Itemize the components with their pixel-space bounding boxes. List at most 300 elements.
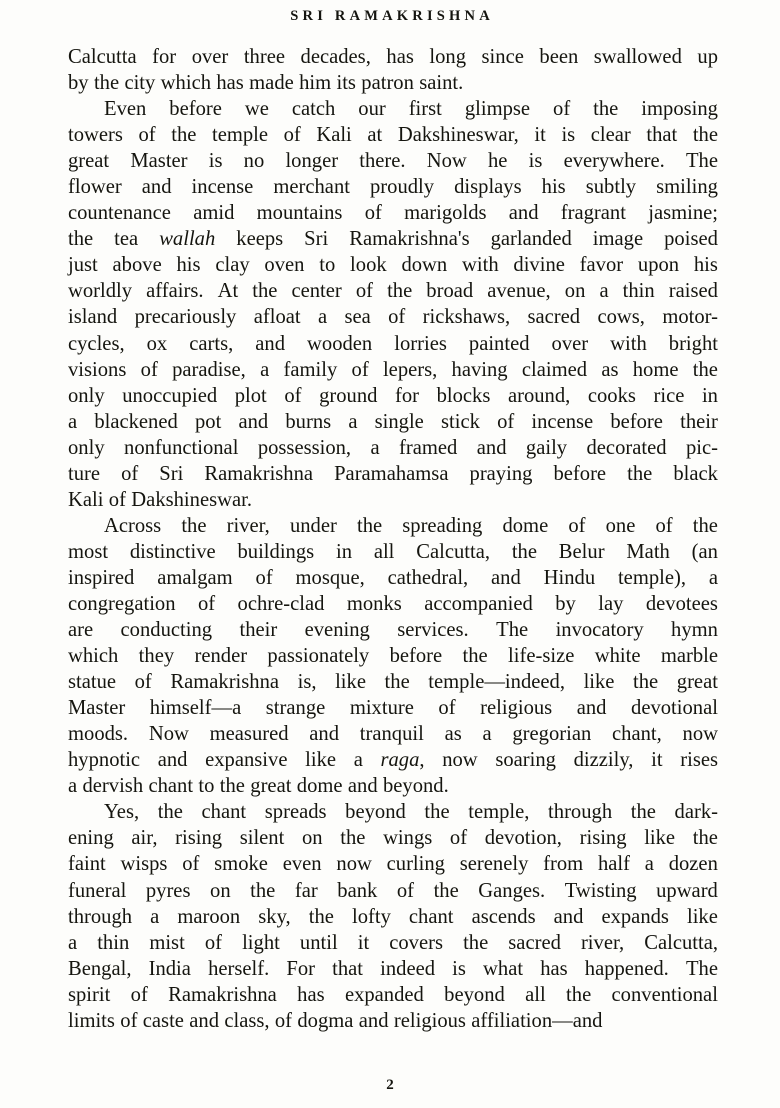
word: indeed bbox=[380, 957, 436, 980]
word: beyond bbox=[345, 801, 406, 824]
word: the bbox=[308, 905, 334, 928]
word: of bbox=[138, 124, 156, 147]
word: the bbox=[340, 827, 366, 850]
word: keeps bbox=[236, 228, 284, 251]
word: three bbox=[243, 46, 285, 68]
word: gregorian bbox=[512, 723, 592, 746]
word: Dakshineswar, bbox=[397, 124, 519, 147]
word: tea bbox=[114, 228, 139, 251]
word: burns bbox=[285, 410, 332, 433]
word: and bbox=[255, 332, 286, 355]
word: The bbox=[496, 619, 529, 642]
word: air, bbox=[131, 827, 158, 850]
text-line bbox=[68, 304, 718, 330]
word: wooden bbox=[307, 332, 373, 355]
word: Kali bbox=[316, 124, 352, 147]
word: light bbox=[242, 931, 280, 954]
word: of bbox=[438, 697, 456, 720]
text-line bbox=[68, 799, 718, 825]
body-text-block bbox=[68, 44, 718, 1034]
word: before bbox=[610, 410, 663, 433]
word: the bbox=[633, 671, 659, 694]
word: a bbox=[599, 280, 609, 303]
word: of bbox=[497, 410, 515, 433]
word: covers bbox=[389, 931, 443, 954]
word: the bbox=[463, 931, 489, 954]
word: a bbox=[68, 931, 78, 954]
word: has bbox=[386, 46, 414, 68]
word: look bbox=[350, 254, 387, 277]
word: black bbox=[673, 462, 718, 485]
word: devotees bbox=[645, 592, 718, 615]
word: nonfunctional bbox=[124, 436, 239, 459]
word: gaily bbox=[525, 436, 568, 459]
word: there. bbox=[359, 150, 406, 173]
word: to bbox=[319, 254, 336, 277]
word: of bbox=[568, 514, 586, 537]
word: lofty bbox=[351, 905, 391, 928]
word: the bbox=[511, 540, 537, 563]
word: strange bbox=[265, 697, 326, 720]
text-line: limits of caste and class, of dogma and religious affiliation—and bbox=[68, 1009, 603, 1032]
word: curling bbox=[386, 853, 445, 876]
word: incense bbox=[531, 410, 594, 433]
word: wisps bbox=[120, 853, 168, 876]
word: flower bbox=[68, 176, 122, 199]
word: mist bbox=[149, 931, 185, 954]
text-line bbox=[68, 956, 718, 982]
paragraph bbox=[68, 513, 718, 800]
word: and bbox=[238, 410, 269, 433]
word: his bbox=[693, 254, 718, 277]
word: a bbox=[317, 306, 328, 329]
word: moods. bbox=[68, 723, 129, 746]
word: dozen bbox=[668, 853, 718, 876]
word: since bbox=[481, 46, 524, 68]
word: decades, bbox=[300, 46, 371, 68]
word: on bbox=[564, 280, 586, 303]
word: ture bbox=[68, 462, 101, 485]
word: the bbox=[171, 124, 197, 147]
word: is bbox=[452, 957, 466, 980]
word: Even bbox=[104, 98, 147, 121]
word: all bbox=[373, 540, 395, 563]
word: upon bbox=[637, 254, 680, 277]
word: from bbox=[543, 853, 584, 876]
word: of bbox=[284, 384, 302, 407]
word: passionately bbox=[267, 645, 370, 668]
word: chant bbox=[201, 801, 247, 824]
word: a bbox=[708, 566, 718, 589]
word: expands bbox=[601, 905, 669, 928]
text-line bbox=[68, 851, 718, 877]
word: all bbox=[525, 983, 546, 1006]
word: the bbox=[433, 879, 459, 902]
word: maroon bbox=[177, 905, 241, 928]
word: mixture bbox=[349, 697, 414, 720]
word: for bbox=[152, 46, 177, 68]
word: is bbox=[528, 150, 543, 173]
word: it bbox=[357, 931, 370, 954]
word: ening bbox=[68, 827, 114, 850]
word: painted bbox=[468, 332, 530, 355]
word: rising bbox=[579, 827, 627, 850]
word: render bbox=[194, 645, 248, 668]
word: in bbox=[701, 384, 718, 407]
word: pyres bbox=[145, 879, 191, 902]
text-line bbox=[68, 200, 718, 226]
word: herself. bbox=[208, 957, 270, 980]
text-line bbox=[68, 174, 718, 200]
word: precariously bbox=[134, 306, 237, 329]
word: divine bbox=[513, 254, 565, 277]
word: even bbox=[282, 853, 322, 876]
word: towers bbox=[68, 124, 123, 147]
word: decorated bbox=[586, 436, 667, 459]
word: carts, bbox=[189, 332, 234, 355]
word: blackened bbox=[94, 410, 178, 433]
word: rice bbox=[653, 384, 685, 407]
word: single bbox=[374, 410, 424, 433]
word: devotion, bbox=[484, 827, 562, 850]
word: broad bbox=[426, 280, 474, 303]
word: like bbox=[644, 827, 676, 850]
word: family bbox=[283, 358, 338, 381]
word: of bbox=[351, 358, 369, 381]
word: dark- bbox=[674, 801, 718, 824]
word: now bbox=[682, 723, 718, 746]
word: bright bbox=[668, 332, 718, 355]
word: garlanded bbox=[490, 228, 572, 251]
word: Ramakrishna bbox=[168, 983, 277, 1006]
word: as bbox=[601, 358, 619, 381]
word: now bbox=[442, 749, 478, 772]
word: and bbox=[576, 697, 607, 720]
word: he bbox=[488, 150, 508, 173]
word: up bbox=[697, 46, 718, 68]
word: white bbox=[594, 645, 641, 668]
word: worldly bbox=[68, 280, 133, 303]
word: cathedral, bbox=[387, 566, 469, 589]
word: incense bbox=[191, 176, 254, 199]
word: over bbox=[551, 332, 589, 355]
word: the bbox=[692, 124, 718, 147]
word: invocatory bbox=[555, 619, 644, 642]
word: rising bbox=[175, 827, 223, 850]
page-number: 2 bbox=[386, 1077, 394, 1093]
running-head: SRI RAMAKRISHNA bbox=[290, 8, 494, 24]
word: through bbox=[548, 801, 613, 824]
word: poised bbox=[664, 228, 718, 251]
word: the bbox=[630, 801, 656, 824]
word: cows, bbox=[597, 306, 645, 329]
word: lepers, bbox=[382, 358, 438, 381]
word: that bbox=[646, 124, 678, 147]
word: wings bbox=[383, 827, 433, 850]
word: of bbox=[130, 983, 148, 1006]
word: that bbox=[332, 957, 363, 980]
word: first bbox=[408, 98, 442, 121]
text-line bbox=[68, 409, 718, 435]
word: before bbox=[389, 645, 443, 668]
word: Yes, bbox=[104, 801, 140, 824]
word: unoccupied bbox=[122, 384, 218, 407]
word: evening bbox=[304, 619, 370, 642]
word: buildings bbox=[237, 540, 315, 563]
word: oven bbox=[264, 254, 305, 277]
text-line bbox=[68, 435, 718, 461]
word: proudly bbox=[370, 176, 435, 199]
word: blocks bbox=[436, 384, 491, 407]
word: silent bbox=[239, 827, 285, 850]
word: and bbox=[309, 723, 340, 746]
text-line bbox=[68, 357, 718, 383]
word: of bbox=[140, 358, 158, 381]
word: thin bbox=[622, 280, 655, 303]
word: great bbox=[68, 150, 110, 173]
text-line bbox=[68, 226, 718, 252]
word: of bbox=[283, 124, 301, 147]
word: the bbox=[356, 514, 383, 537]
text-line bbox=[68, 904, 718, 930]
word: temple, bbox=[468, 801, 530, 824]
word: and bbox=[491, 566, 521, 589]
word: imposing bbox=[641, 98, 718, 121]
word: faint bbox=[68, 853, 106, 876]
word: like bbox=[335, 671, 366, 694]
word: of bbox=[655, 514, 673, 537]
paragraph bbox=[68, 799, 718, 1033]
word: the bbox=[692, 358, 718, 381]
word: Sri bbox=[304, 228, 329, 251]
word: conventional bbox=[611, 983, 718, 1006]
text-line: by the city which has made him its patron saint. bbox=[68, 72, 464, 95]
word: a bbox=[482, 723, 492, 746]
word: of bbox=[204, 931, 223, 954]
text-line: Kali of Dakshineswar. bbox=[68, 488, 252, 511]
word: in bbox=[335, 540, 352, 563]
word: plot bbox=[234, 384, 267, 407]
text-line bbox=[68, 930, 718, 956]
word: they bbox=[138, 645, 175, 668]
word: the bbox=[252, 280, 278, 303]
word: ascends bbox=[471, 905, 536, 928]
word: glimpse bbox=[464, 98, 531, 121]
word: under bbox=[289, 514, 337, 537]
text-line bbox=[68, 591, 718, 617]
word: and bbox=[553, 905, 584, 928]
word: spreading bbox=[402, 514, 483, 537]
word: of bbox=[255, 566, 273, 589]
word: framed bbox=[399, 436, 458, 459]
word: of bbox=[449, 827, 468, 850]
word: visions bbox=[68, 358, 127, 381]
word: thin bbox=[97, 931, 130, 954]
word: Calcutta, bbox=[416, 540, 490, 563]
word: Now bbox=[148, 723, 189, 746]
text-line bbox=[68, 539, 718, 565]
word: dizzily, bbox=[573, 749, 634, 772]
word: temple—indeed, bbox=[428, 671, 565, 694]
word: of bbox=[388, 306, 406, 329]
word: great bbox=[676, 671, 718, 694]
word: catch bbox=[291, 98, 336, 121]
word: Sri bbox=[159, 462, 184, 485]
word: around, bbox=[507, 384, 571, 407]
word: his bbox=[176, 254, 201, 277]
word: the bbox=[181, 514, 207, 537]
word: For bbox=[286, 957, 315, 980]
word: smoke bbox=[214, 853, 268, 876]
word: of bbox=[182, 853, 200, 876]
word: his bbox=[541, 176, 566, 199]
word: inspired bbox=[68, 566, 135, 589]
word: possession, bbox=[257, 436, 352, 459]
word: the bbox=[387, 280, 413, 303]
text-line bbox=[68, 565, 718, 591]
word: having bbox=[451, 358, 508, 381]
word: Ganges. bbox=[478, 879, 546, 902]
word: chant, bbox=[612, 723, 662, 746]
word: the bbox=[424, 801, 450, 824]
word: only bbox=[68, 384, 105, 407]
text-line: a dervish chant to the great dome and beyond. bbox=[68, 775, 449, 798]
word: services. bbox=[397, 619, 469, 642]
word: a bbox=[68, 410, 78, 433]
word: serenely bbox=[459, 853, 529, 876]
word: amid bbox=[193, 202, 235, 225]
word: through bbox=[68, 905, 133, 928]
word: it bbox=[651, 749, 663, 772]
word: with bbox=[610, 332, 647, 355]
word: a bbox=[644, 853, 654, 876]
word: the bbox=[593, 98, 619, 121]
word: a bbox=[260, 358, 270, 381]
word: ground bbox=[319, 384, 378, 407]
word: we bbox=[244, 98, 269, 121]
word: Paramahamsa bbox=[334, 462, 449, 485]
word: expanded bbox=[344, 983, 424, 1006]
word: The bbox=[685, 957, 718, 980]
word: At bbox=[217, 280, 239, 303]
word: a bbox=[150, 905, 160, 928]
text-line bbox=[68, 721, 718, 747]
word: like bbox=[583, 671, 615, 694]
word: marigolds bbox=[404, 202, 487, 225]
word: beyond bbox=[444, 983, 505, 1006]
word: and bbox=[141, 176, 172, 199]
word: sky, bbox=[258, 905, 291, 928]
word: and bbox=[476, 436, 507, 459]
word: praying bbox=[469, 462, 533, 485]
word: a bbox=[370, 436, 380, 459]
word: mosque, bbox=[295, 566, 365, 589]
word: countenance bbox=[68, 202, 171, 225]
word: Calcutta bbox=[68, 46, 137, 68]
word: down bbox=[401, 254, 448, 277]
word: no bbox=[243, 150, 265, 173]
word: river, bbox=[580, 931, 625, 954]
word: temple), bbox=[617, 566, 686, 589]
word: statue bbox=[68, 671, 117, 694]
word: far bbox=[294, 879, 318, 902]
text-line bbox=[68, 878, 718, 904]
word: subtly bbox=[585, 176, 637, 199]
word: chant bbox=[408, 905, 454, 928]
word: is bbox=[561, 124, 576, 147]
word: is bbox=[208, 150, 223, 173]
word: upward bbox=[656, 879, 718, 902]
word: before bbox=[169, 98, 222, 121]
word: our bbox=[358, 98, 386, 121]
word: fragrant bbox=[560, 202, 626, 225]
word: which bbox=[68, 645, 119, 668]
word: clay bbox=[215, 254, 250, 277]
word: on bbox=[210, 879, 231, 902]
word: Now bbox=[426, 150, 467, 173]
word: only bbox=[68, 436, 105, 459]
word: one bbox=[605, 514, 636, 537]
word: above bbox=[112, 254, 162, 277]
word: monks bbox=[346, 592, 402, 615]
word: hymn bbox=[671, 619, 718, 642]
word: Master bbox=[130, 150, 188, 173]
word: their bbox=[680, 410, 718, 433]
word: avenue, bbox=[487, 280, 551, 303]
word: bank bbox=[337, 879, 378, 902]
word: Master bbox=[68, 697, 126, 720]
text-line bbox=[68, 513, 718, 539]
text-line bbox=[68, 825, 718, 851]
word: accompanied bbox=[424, 592, 533, 615]
text-line bbox=[68, 252, 718, 278]
word: swallowed bbox=[593, 46, 682, 68]
word: sea bbox=[344, 306, 371, 329]
text-line bbox=[68, 643, 718, 669]
word: a bbox=[353, 749, 363, 772]
word: been bbox=[539, 46, 579, 68]
word: like bbox=[686, 905, 718, 928]
word: the bbox=[68, 228, 94, 251]
word: as bbox=[444, 723, 462, 746]
text-line bbox=[68, 747, 718, 773]
word: of bbox=[553, 98, 571, 121]
word: and bbox=[157, 749, 188, 772]
word: is, bbox=[297, 671, 317, 694]
word: island bbox=[68, 306, 118, 329]
word: motor- bbox=[662, 306, 718, 329]
word: are bbox=[68, 619, 94, 642]
text-line bbox=[68, 982, 718, 1008]
word: happened. bbox=[584, 957, 669, 980]
word: congregation bbox=[68, 592, 176, 615]
text-line bbox=[68, 44, 718, 70]
word: India bbox=[148, 957, 191, 980]
word: image bbox=[592, 228, 644, 251]
word: the bbox=[692, 827, 718, 850]
word: their bbox=[239, 619, 278, 642]
word: Ramakrishna bbox=[204, 462, 314, 485]
word: lorries bbox=[394, 332, 447, 355]
text-line bbox=[68, 278, 718, 304]
word: of bbox=[121, 462, 139, 485]
word: funeral bbox=[68, 879, 127, 902]
word: Hindu bbox=[543, 566, 596, 589]
word: expansive bbox=[205, 749, 288, 772]
word: until bbox=[299, 931, 338, 954]
word: spirit bbox=[68, 983, 111, 1006]
word: now bbox=[336, 853, 372, 876]
